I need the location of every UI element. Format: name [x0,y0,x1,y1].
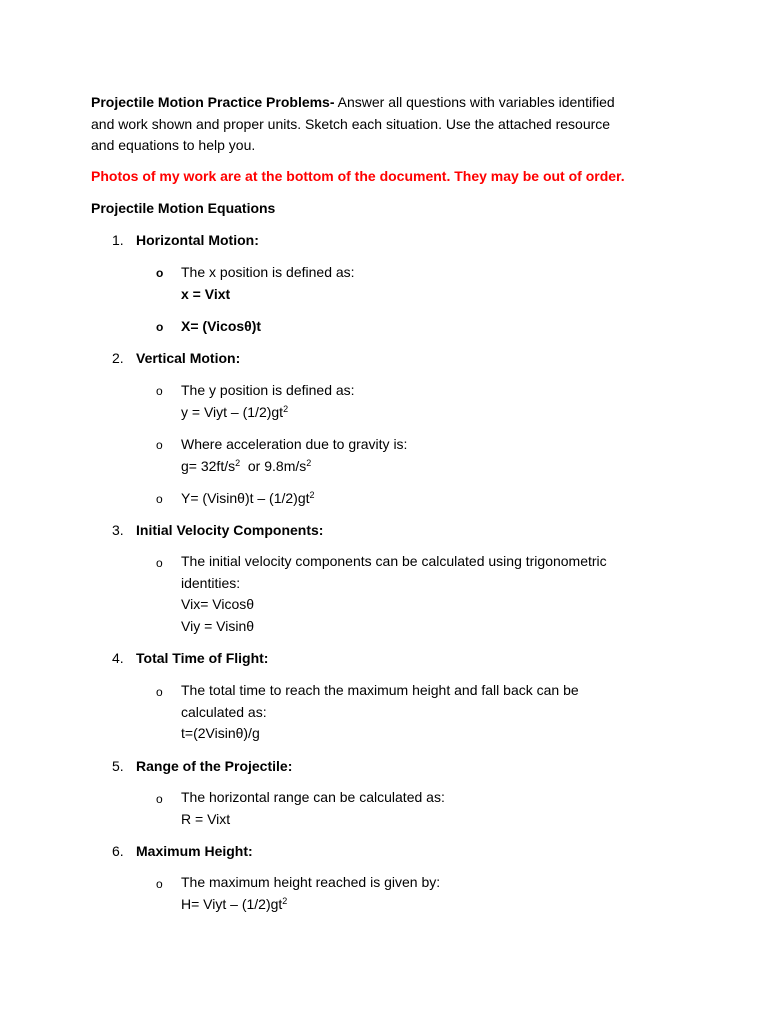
bullet-text: The initial velocity components can be calculated using trigonometric identities: Vix= Vicosθ Viy = Visinθ [181,553,607,634]
section-heading: Projectile Motion Equations [91,200,276,216]
intro-text-line1: Answer all questions with variables identified [334,94,615,110]
intro-paragraph [91,92,691,157]
bullet-icon: o [156,320,164,334]
notice-text: Photos of my work are at the bottom of the document. They may be out of order. [91,168,625,184]
bullet-icon: o [156,438,163,452]
list-label: Range of the Projectile: [136,758,293,774]
bullet-text: The horizontal range can be calculated as: R = Vixt [181,789,445,827]
list-number: 3. [112,522,124,538]
list-number: 6. [112,843,124,859]
bullet-text: The y position is defined as: y = Viyt – $(1/2)gt^2$ [181,382,355,420]
intro-text-line2: and work shown and proper units. Sketch each situation. Use the attached resource [91,115,611,132]
bullet-icon: o [156,384,163,398]
bullet-icon: o [156,792,163,806]
list-label: Total Time of Flight: [136,650,269,666]
list-number: 1. [112,232,124,248]
bullet-text: Where acceleration due to gravity is: $g= 32ft/s^2$ or $9.8m/s^2$ [181,436,408,474]
bullet-text: $Y= (Visin\theta)t - (1/2)gt^2$ [181,490,315,506]
list-label: Horizontal Motion: [136,232,259,248]
bullet-icon: o [156,556,163,570]
bullet-icon: o [156,492,163,506]
list-number: 2. [112,350,124,366]
bullet-text: The x position is defined as: x = Vixt [181,264,355,302]
bullet-icon: o [156,877,163,891]
bullet-text: X= (Vicosθ)t [181,318,262,334]
bullet-text: The total time to reach the maximum height and fall back can be calculated as: t=(2Visinθ)/g [181,682,579,741]
bullet-icon: o [156,266,164,280]
list-label: Initial Velocity Components: [136,522,324,538]
intro-text-line3: and equations to help you. [91,137,256,153]
bullet-text: The maximum height reached is given by: H= Viyt – $(1/2)gt^2$ [181,874,441,912]
list-number: 5. [112,758,124,774]
list-label: Maximum Height: [136,843,253,859]
bullet-icon: o [156,685,163,699]
list-number: 4. [112,650,124,666]
list-label: Vertical Motion: [136,350,241,366]
intro-title: Projectile Motion Practice Problems- [91,94,335,110]
